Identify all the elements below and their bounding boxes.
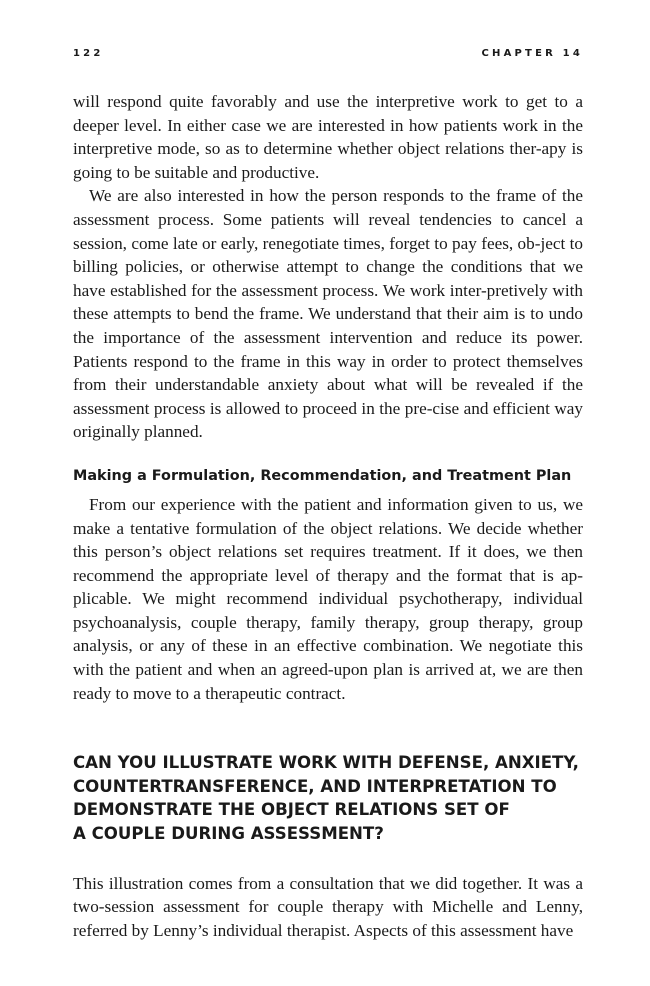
paragraph-continuation: will respond quite favorably and use the interpretive work to get to a deeper level. In either case we are interested in how patients work in the interpretive mode, so as to determine whether object relations ther-apy is going to be suitable and productive.	[73, 92, 583, 182]
paragraph-frame: We are also interested in how the person responds to the frame of the assessment process. Some patients will reveal tendencies to cancel a session, come late or early, renegotiate times, forget to pay fees, ob-ject to billing policies, or otherwise attempt to change the conditions that we have established for the assessment process. We work inter-pretively with these attempts to bend the frame. We understand that their aim is to undo the importance of the assessment intervention and reduce its power. Patients respond to the frame in this way in order to protect themselves from their understandable anxiety about what will be revealed if the assessment process is allowed to proceed in the pre-cise and efficient way originally planned.	[73, 186, 583, 442]
book-page	[73, 48, 583, 942]
running-head	[73, 48, 583, 76]
paragraph-formulation: From our experience with the patient and information given to us, we make a tentative formulation of the object relations. We decide whether this person’s object relations set requires treatment. If it does, we then recommend the appropriate level of therapy and the format that is ap-plicable. We might recommend individual psychotherapy, individual psychoanalysis, couple therapy, family therapy, group therapy, group analysis, or any of these in an effective combination. We negotiate this with the patient and when an agreed-upon plan is arrived at, we are then ready to move to a therapeutic contract.	[73, 494, 583, 703]
question-heading-line-3: DEMONSTRATE THE OBJECT RELATIONS SET OF	[73, 800, 510, 820]
section-subheading: Making a Formulation, Recommendation, and Treatment Plan	[73, 467, 572, 484]
chapter-label: CHAPTER 14	[481, 48, 583, 59]
question-heading	[73, 751, 583, 845]
question-heading-line-2: COUNTERTRANSFERENCE, AND INTERPRETATION TO	[73, 776, 557, 796]
paragraph-illustration: This illustration comes from a consultation that we did together. It was a two-session assessment for couple therapy with Michelle and Lenny, referred by Lenny’s individual therapist. Aspects of this assessment have	[73, 873, 583, 940]
question-heading-line-1: CAN YOU ILLUSTRATE WORK WITH DEFENSE, ANXIETY,	[73, 753, 579, 773]
question-heading-line-4: A COUPLE DURING ASSESSMENT?	[73, 824, 384, 844]
page-number: 122	[73, 48, 104, 59]
